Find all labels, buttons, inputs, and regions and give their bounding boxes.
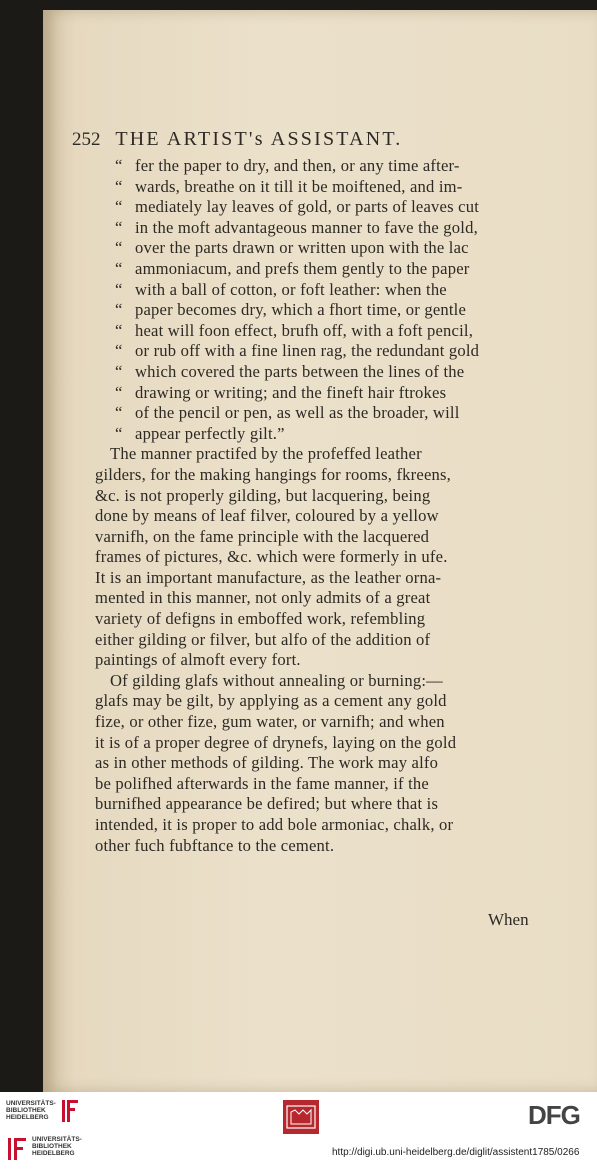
line-text: burnifhed appearance be defired; but where that is — [95, 794, 439, 814]
page-number: 252 — [72, 129, 101, 150]
text-line — [95, 486, 557, 507]
line-text: glafs may be gilt, by applying as a cement any gold — [95, 691, 447, 711]
quote-mark: “ — [115, 320, 123, 340]
quote-mark: “ — [115, 279, 123, 299]
quote-mark: “ — [115, 341, 123, 361]
quote-mark: “ — [115, 156, 123, 175]
text-line — [115, 259, 557, 280]
quote-mark: “ — [115, 361, 123, 381]
quote-mark: “ — [115, 382, 123, 402]
line-text: of the pencil or pen, as well as the broader, will — [135, 403, 460, 423]
text-line — [95, 568, 557, 589]
line-text: fize, or other fize, gum water, or varnifh; and when — [95, 712, 445, 732]
running-head — [72, 128, 532, 151]
line-text: paper becomes dry, which a fhort time, or gentle — [135, 300, 467, 320]
body-text — [95, 156, 557, 856]
line-text: It is an important manufacture, as the leather orna- — [95, 567, 442, 587]
quote-mark: “ — [115, 197, 123, 217]
line-text: The manner practifed by the profeffed leather — [110, 444, 422, 464]
line-text: as in other methods of gilding. The work may alfo — [95, 753, 439, 773]
line-text: variety of defigns in emboffed work, refembling — [95, 609, 426, 629]
text-line — [95, 815, 557, 836]
library-logo-icon — [62, 1100, 78, 1122]
line-text: wards, breathe on it till it be moiftened, and im- — [135, 176, 463, 196]
text-line — [95, 712, 557, 733]
text-line — [115, 156, 557, 177]
text-line — [95, 733, 557, 754]
page-url-link[interactable]: http://digi.ub.uni-heidelberg.de/diglit/assistent1785/0266 — [332, 1147, 580, 1158]
line-text: frames of pictures, &c. which were formerly in ufe. — [95, 547, 448, 567]
text-line — [115, 238, 557, 259]
quote-mark: “ — [115, 217, 123, 237]
library-name-top: UNIVERSITÄTS- BIBLIOTHEK HEIDELBERG — [6, 1100, 56, 1121]
running-title: THE ARTIST's ASSISTANT. — [115, 128, 403, 150]
text-line — [115, 383, 557, 404]
text-line — [115, 177, 557, 198]
line-text: appear perfectly gilt.” — [135, 423, 285, 443]
quote-mark: “ — [115, 176, 123, 196]
line-text: intended, it is proper to add bole armoniac, chalk, or — [95, 815, 454, 834]
text-line — [95, 465, 557, 486]
line-text: mented in this manner, not only admits of a great — [95, 588, 431, 608]
text-line — [115, 218, 557, 239]
text-line — [115, 362, 557, 383]
text-line — [95, 794, 557, 815]
line-text: &c. is not properly gilding, but lacquering, being — [95, 485, 431, 505]
text-line — [115, 300, 557, 321]
line-text: which covered the parts between the lines of the — [135, 361, 465, 381]
line-text: or rub off with a fine linen rag, the redundant gold — [135, 341, 480, 361]
text-line — [95, 609, 557, 630]
line-text: Of gilding glafs without annealing or burning:— — [110, 670, 443, 690]
line-text: fer the paper to dry, and then, or any time after- — [135, 156, 460, 175]
line-text: over the parts drawn or written upon with the lac — [135, 238, 469, 258]
quote-mark: “ — [115, 403, 123, 423]
text-line — [95, 691, 557, 712]
library-name-bottom: UNIVERSITÄTS- BIBLIOTHEK HEIDELBERG — [32, 1136, 82, 1157]
text-line — [115, 424, 557, 445]
text-line — [115, 197, 557, 218]
line-text: mediately lay leaves of gold, or parts of leaves cut — [135, 197, 480, 217]
line-text: done by means of leaf filver, coloured by a yellow — [95, 506, 439, 526]
quote-mark: “ — [115, 300, 123, 320]
line-text: either gilding or filver, but alfo of the addition of — [95, 629, 431, 649]
library-logo-small-icon — [6, 1136, 28, 1162]
line-text: heat will foon effect, brufh off, with a foft pencil, — [135, 320, 474, 340]
text-line — [115, 341, 557, 362]
text-line — [95, 588, 557, 609]
line-text: in the moft advantageous manner to fave the gold, — [135, 217, 478, 237]
text-line — [95, 671, 557, 692]
text-line — [95, 836, 557, 857]
line-text: paintings of almoft every fort. — [95, 650, 301, 670]
line-text: it is of a proper degree of drynefs, laying on the gold — [95, 732, 457, 752]
line-text: with a ball of cotton, or foft leather: when the — [135, 279, 447, 299]
text-line — [95, 753, 557, 774]
quote-mark: “ — [115, 423, 123, 443]
quote-mark: “ — [115, 238, 123, 258]
seal-logo-icon — [283, 1100, 319, 1134]
line-text: other fuch fubftance to the cement. — [95, 835, 335, 855]
footer-bar — [0, 1092, 597, 1170]
line-text: gilders, for the making hangings for rooms, fkreens, — [95, 464, 452, 484]
text-line — [95, 506, 557, 527]
text-line — [115, 403, 557, 424]
text-line — [95, 547, 557, 568]
text-line — [95, 630, 557, 651]
dfg-logo: DFG — [528, 1100, 580, 1130]
text-line — [95, 650, 557, 671]
text-line — [95, 774, 557, 795]
line-text: drawing or writing; and the fineft hair ftrokes — [135, 382, 447, 402]
line-text: be polifhed afterwards in the fame manner, if the — [95, 773, 429, 793]
line-text: ammoniacum, and prefs them gently to the paper — [135, 258, 470, 278]
text-line — [115, 280, 557, 301]
text-line — [95, 444, 557, 465]
text-line — [115, 321, 557, 342]
quote-mark: “ — [115, 258, 123, 278]
line-text: varnifh, on the fame principle with the lacquered — [95, 526, 430, 546]
text-line — [95, 527, 557, 548]
catchword: When — [488, 910, 529, 929]
